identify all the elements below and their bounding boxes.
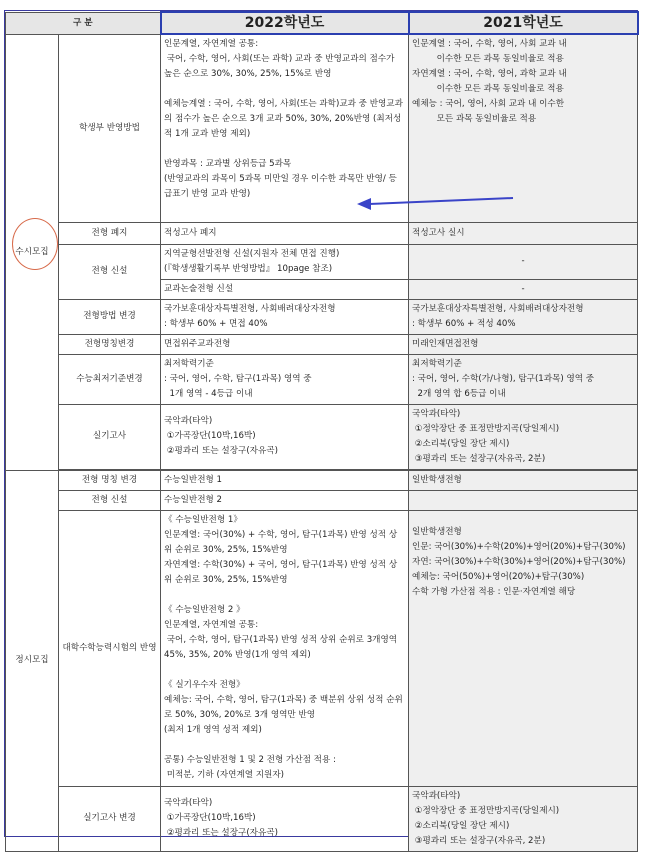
table-row <box>6 490 638 510</box>
cell-2022: 지역균형선발전형 신설(지원자 전체 면접 진행) (『학생생활기록부 반영방법』 10page 참조) <box>161 244 409 279</box>
year-2022-header: 2022학년도 <box>161 12 409 34</box>
cell-2021: 국악과(타악) ①정악장단 중 표정만방지곡(당일제시) ②소리북(당일 장단 제시) ③평과리 또는 설장구(자유곡, 2분) <box>409 404 638 469</box>
cell-2021 <box>409 490 638 510</box>
table-row <box>6 510 638 786</box>
category-header: 구 분 <box>6 12 161 34</box>
table-row <box>6 334 638 354</box>
cell-2021: 적성고사 실시 <box>409 222 638 244</box>
cell-2022: 적성고사 폐지 <box>161 222 409 244</box>
cell-2022: 《 수능일반전형 1》 인문계열: 국어(30%) + 수학, 영어, 탐구(1과목) 반영 성적 상위 순위로 30%, 25%, 15%반영 자연계열: 수학(30%) + 국어, 영어, 탐구(1과목) 반영 성적 상위 순위로 30%, 25%, 15%반영 《 수능일반전형 2 》 인문계열, 자연계열 공통: 국어, 수학, 영어, 탐구(1과목) 반영 성적 상위 순위로 3개영역 45%, 35%, 20% 반영(1개 영역 제외) 《 실기우수자 전형》 예체능: 국어, 수학, 영어, 탐구(1과목) 중 백분위 상위 성적 순위로 50%, 30%, 20%로 3개 영역만 반영 (최저 1개 영역 성적 제외) 공통) 수능일반전형 1 및 2 전형 가산점 적용 : 미적분, 기하 (자연계열 지원자) <box>161 510 409 786</box>
year-2021-header: 2021학년도 <box>409 12 638 34</box>
cell-2021: - <box>409 279 638 299</box>
admission-comparison-table <box>5 11 639 852</box>
cell-2022: 최저학력기준 : 국어, 영어, 수학, 탐구(1과목) 영역 중 1개 영역 - 4등급 이내 <box>161 354 409 404</box>
row-label: 대학수학능력시험의 반영 <box>59 510 161 786</box>
table-row <box>6 470 638 490</box>
cell-2021: 일반학생전형 <box>409 470 638 490</box>
row-label: 전형 명칭 변경 <box>59 470 161 490</box>
cell-2022: 수능일반전형 1 <box>161 470 409 490</box>
cell-2022: 교과논술전형 신설 <box>161 279 409 299</box>
section-susi: 수시모집 <box>6 34 59 470</box>
row-label: 실기고사 변경 <box>59 786 161 851</box>
cell-2021: 국가보훈대상자특별전형, 사회배려대상자전형 : 학생부 60% + 적성 40% <box>409 299 638 334</box>
annotation-arrow-icon <box>355 190 520 214</box>
cell-2022: 면접위주교과전형 <box>161 334 409 354</box>
row-label: 학생부 반영방법 <box>59 34 161 222</box>
cell-2021: 인문계열 : 국어, 수학, 영어, 사회 교과 내 이수한 모든 과목 동일비율로 적용 자연계열 : 국어, 수학, 영어, 과학 교과 내 이수한 모든 과목 동일비율로 적용 예체능 : 국어, 영어, 사회 교과 내 이수한 모든 과목 동일비율로 적용 <box>409 34 638 222</box>
cell-2021: 국악과(타악) ①정악장단 중 표정만방지곡(당일제시) ②소리북(당일 장단 제시) ③평과리 또는 설장구(자유곡, 2분) <box>409 786 638 851</box>
table-row <box>6 786 638 851</box>
row-label: 전형명칭변경 <box>59 334 161 354</box>
section-jeongsi: 정시모집 <box>6 470 59 851</box>
cell-2022: 국악과(타악) ①가곡장단(10박,16박) ②평과리 또는 설장구(자유곡) <box>161 404 409 469</box>
cell-2021: - <box>409 244 638 279</box>
cell-2021: 최저학력기준 : 국어, 영어, 수학(가/나형), 탐구(1과목) 영역 중 2개 영역 합 6등급 이내 <box>409 354 638 404</box>
row-label: 전형 신설 <box>59 244 161 299</box>
row-label: 전형 신설 <box>59 490 161 510</box>
cell-2021: 미래인재면접전형 <box>409 334 638 354</box>
cell-2022: 수능일반전형 2 <box>161 490 409 510</box>
cell-2022: 인문계열, 자연계열 공통: 국어, 수학, 영어, 사회(또는 과학) 교과 중 반영교과의 점수가 높은 순으로 30%, 30%, 25%, 15%로 반영 예체능계열 : 국어, 수학, 영어, 사회(또는 과학)교과 중 반영교과의 점수가 높은 순으로 3개 교과 50%, 30%, 20%반영 (최저성적 1개 교과 반영 제외) 반영과목 : 교과별 상위등급 5과목 (반영교과의 과목이 5과목 미만일 경우 이수한 과목만 반영/ 등급표기 반영 교과 반영) <box>161 34 409 222</box>
row-label: 수능최저기준변경 <box>59 354 161 404</box>
table-row <box>6 354 638 404</box>
table-row <box>6 404 638 469</box>
cell-2021: 일반학생전형 인문: 국어(30%)+수학(20%)+영어(20%)+탐구(30%) 자연: 국어(30%)+수학(30%)+영어(20%)+탐구(30%) 예체능: 국어(50%)+영어(20%)+탐구(30%) 수학 가형 가산점 적용 : 인문·자연계열 해당 <box>409 510 638 786</box>
row-label: 전형 폐지 <box>59 222 161 244</box>
row-label: 실기고사 <box>59 404 161 469</box>
header-row <box>6 12 638 34</box>
table-row <box>6 34 638 222</box>
cell-2022: 국가보훈대상자특별전형, 사회배려대상자전형 : 학생부 60% + 면접 40% <box>161 299 409 334</box>
table-row <box>6 222 638 244</box>
table-row <box>6 244 638 279</box>
table-row <box>6 299 638 334</box>
row-label: 전형방법 변경 <box>59 299 161 334</box>
cell-2022: 국악과(타악) ①가곡장단(10박,16박) ②평과리 또는 설장구(자유곡) <box>161 786 409 851</box>
annotation-circle <box>12 218 58 270</box>
